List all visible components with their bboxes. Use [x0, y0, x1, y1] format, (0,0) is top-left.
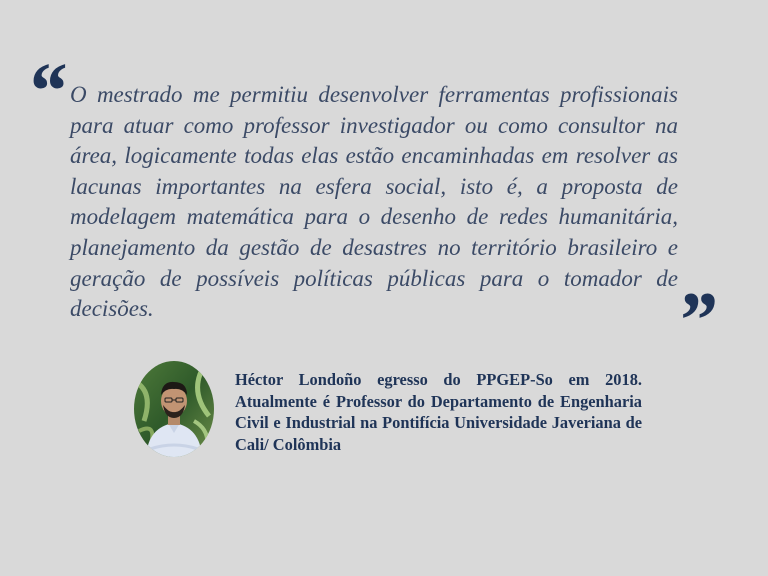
close-quote-mark: ”	[676, 277, 716, 365]
testimonial-quote: O mestrado me permitiu desenvolver ferramentas profissionais para atuar como professor investigador ou como consultor na área, logicamente todas elas estão encaminhadas em resolver as lacunas importantes na esfera social, isto é, a proposta de modelagem matemática para o desenho de redes humanitária, planejamento da gestão de desastres no território brasileiro e geração de possíveis políticas públicas para o tomador de decisões.	[70, 82, 678, 322]
author-bio: Héctor Londoño egresso do PPGEP-So em 2018. Atualmente é Professor do Departamento de Engenharia Civil e Industrial na Pontifícia Universidade Javeriana de Cali/ Colômbia	[235, 370, 642, 454]
author-avatar	[134, 361, 214, 457]
open-quote-mark: “	[26, 48, 66, 136]
